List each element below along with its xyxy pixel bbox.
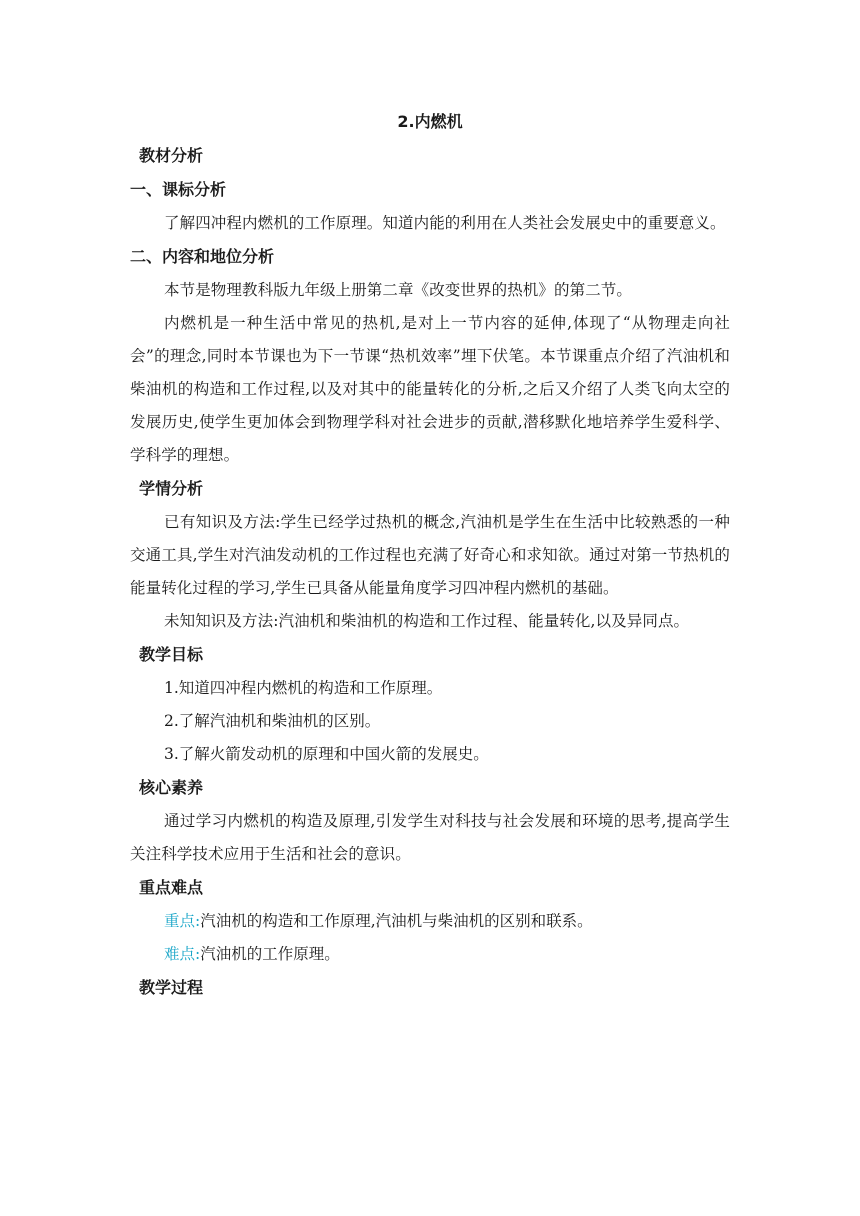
textbook-analysis-heading: 教材分析 <box>139 146 204 165</box>
curriculum-analysis-text: 了解四冲程内燃机的工作原理。知道内能的利用在人类社会发展史中的重要意义。 <box>164 214 726 232</box>
key-point-label: 重点: <box>164 912 201 930</box>
learner-analysis-heading: 学情分析 <box>139 479 204 498</box>
curriculum-analysis-heading: 一、课标分析 <box>130 180 227 199</box>
objective-item-1: 1.知道四冲程内燃机的构造和工作原理。 <box>164 679 443 697</box>
document-title: 2.内燃机 <box>397 112 463 131</box>
document-page <box>130 105 730 1005</box>
objective-item-3: 3.了解火箭发动机的原理和中国火箭的发展史。 <box>164 745 489 763</box>
key-point-line <box>130 905 730 938</box>
content-position-heading: 二、内容和地位分析 <box>130 247 275 266</box>
difficult-point-text: 汽油机的工作原理。 <box>200 945 340 963</box>
difficult-point-line <box>130 938 730 971</box>
key-points-heading: 重点难点 <box>139 878 204 897</box>
difficult-point-label: 难点: <box>164 945 201 963</box>
learner-analysis-para-1: 已有知识及方法:学生已经学过热机的概念,汽油机是学生在生活中比较熟悉的一种交通工具,学生对汽油发动机的工作过程也充满了好奇心和求知欲。通过对第一节热机的能量转化过程的学习,学生已具备从能量角度学习四冲程内燃机的基础。 <box>130 513 730 597</box>
core-literacy-text: 通过学习内燃机的构造及原理,引发学生对科技与社会发展和环境的思考,提高学生关注科学技术应用于生活和社会的意识。 <box>130 812 730 863</box>
objective-item-2: 2.了解汽油机和柴油机的区别。 <box>164 712 381 730</box>
objectives-heading: 教学目标 <box>139 645 204 664</box>
teaching-process-heading: 教学过程 <box>139 978 204 997</box>
content-position-para-2: 内燃机是一种生活中常见的热机,是对上一节内容的延伸,体现了“从物理走向社会”的理念,同时本节课也为下一节课“热机效率”埋下伏笔。本节课重点介绍了汽油机和柴油机的构造和工作过程,以及对其中的能量转化的分析,之后又介绍了人类飞向太空的发展历史,使学生更加体会到物理学科对社会进步的贡献,潜移默化地培养学生爱科学、学科学的理想。 <box>130 314 730 464</box>
core-literacy-heading: 核心素养 <box>139 778 204 797</box>
content-position-para-1: 本节是物理教科版九年级上册第二章《改变世界的热机》的第二节。 <box>164 281 633 299</box>
learner-analysis-para-2: 未知知识及方法:汽油机和柴油机的构造和工作过程、能量转化,以及异同点。 <box>164 612 690 630</box>
key-point-text: 汽油机的构造和工作原理,汽油机与柴油机的区别和联系。 <box>200 912 593 930</box>
